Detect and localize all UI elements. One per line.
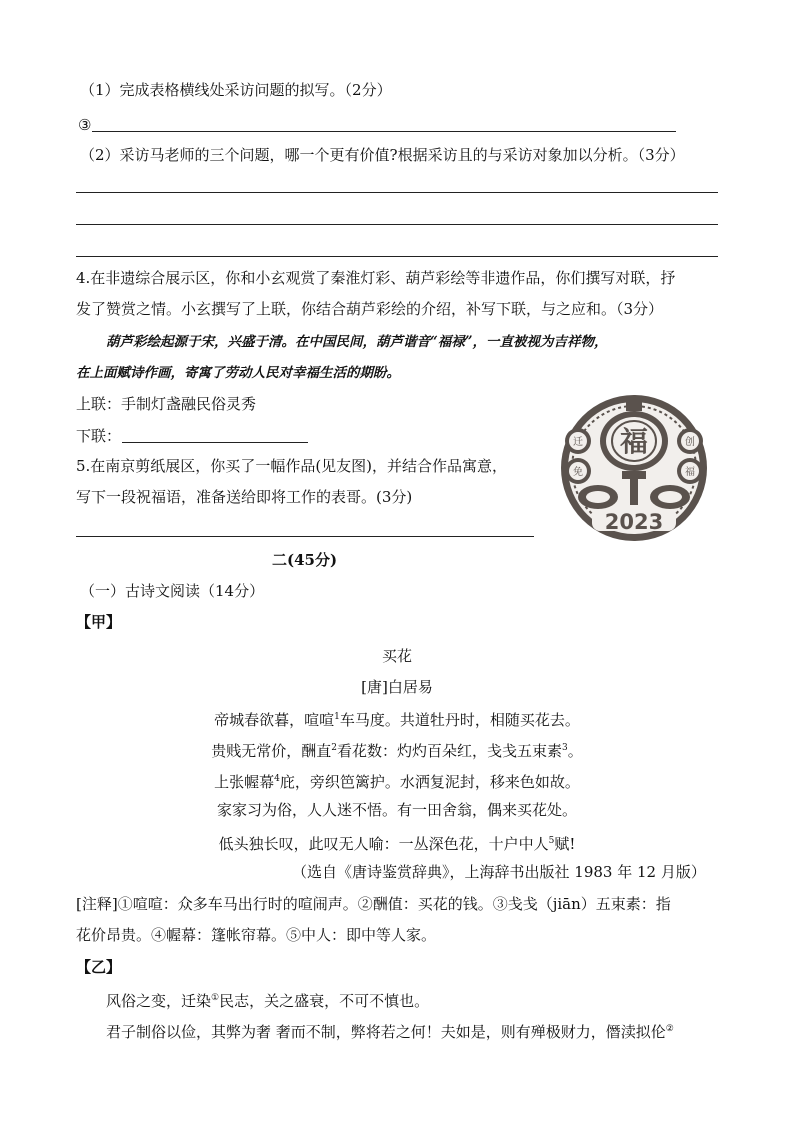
poem-author: [唐]白居易 [361, 678, 433, 696]
q4-lower-answer-line[interactable] [122, 442, 308, 443]
q4-upper-couplet: 上联：手制灯盏融民俗灵秀 [76, 395, 257, 413]
q4-material-2: 在上面赋诗作画，寄寓了劳动人民对幸福生活的期盼。 [76, 365, 400, 381]
q1-answer-line[interactable] [92, 131, 676, 132]
papercut-year: 2023 [604, 510, 664, 534]
poem-note-1: [注释]①喧喧：众多车马出行时的喧闹声。②酬值：买花的钱。③戋戋（jiān）五束素：指 [76, 895, 671, 913]
q4-material-1: 葫芦彩绘起源于宋，兴盛于清。在中国民间，葫芦谐音“福禄”，一直被视为吉祥物， [106, 334, 608, 350]
yi-line-1: 风俗之变，迁染①民志，关之盛衰，不可不慎也。 [106, 992, 430, 1010]
q2-answer-line-3[interactable] [76, 256, 718, 257]
q5-line1: 5.在南京剪纸展区，你买了一幅作品(见友图)，并结合作品寓意， [76, 457, 508, 475]
papercut-center-char: 福 [619, 425, 649, 458]
section2-heading: 二(45分) [272, 551, 338, 569]
poem-line: 上张幄幕$^4$庇，旁织笆篱护。水洒复泥封，移来色如故。 [214, 773, 580, 791]
poem-line: 贵贱无常价，酬直$^2$看花数：灼灼百朵红，戋戋五束素$^3$。 [211, 742, 583, 760]
q5-answer-line[interactable] [76, 536, 534, 537]
q5-line2: 写下一段祝福语，准备送给即将工作的表哥。(3分) [76, 488, 413, 506]
papercut-image [548, 393, 720, 543]
papercut-corner-1: 迁 [573, 437, 583, 448]
papercut-corner-4: 福 [685, 467, 695, 478]
q2-answer-line-1[interactable] [76, 192, 718, 193]
poem-note-2: 花价昂贵。④幄幕：篷帐帘幕。⑤中人：即中等人家。 [76, 926, 437, 944]
q4-lower-label: 下联： [76, 427, 122, 445]
section2-subheading: （一）古诗文阅读（14分） [80, 582, 265, 600]
q4-line2: 发了赞赏之情。小玄撰写了上联，你结合葫芦彩绘的介绍，补写下联，与之应和。（3分） [76, 300, 664, 318]
poem-line: 低头独长叹，此叹无人喻：一丛深色花，十户中人$^5$赋! [218, 835, 576, 853]
q1-blank-label: ③ [78, 116, 92, 134]
poem-line: 家家习为俗，人人迷不悟。有一田舍翁，偶来买花处。 [216, 801, 577, 819]
papercut-corner-2: 创 [685, 437, 695, 448]
q2-text: （2）采访马老师的三个问题，哪一个更有价值?根据采访且的与采访对象加以分析。（3分） [80, 146, 685, 164]
poem-source: （选自《唐诗鉴赏辞典》，上海辞书出版社 1983 年 12 月版） [292, 863, 706, 881]
poem-title: 买花 [381, 647, 412, 665]
jia-label: 【甲】 [76, 613, 122, 631]
q1-text: （1）完成表格横线处采访问题的拟写。（2分） [80, 81, 392, 99]
q4-line1: 4.在非遗综合展示区，你和小玄观赏了秦淮灯彩、葫芦彩绘等非遗作品，你们撰写对联，抒 [76, 269, 676, 287]
poem-line: 帝城春欲暮，喧喧$^1$车马度。共道牡丹时，相随买花去。 [214, 711, 580, 729]
papercut-corner-3: 免 [573, 467, 583, 478]
yi-label: 【乙】 [76, 958, 122, 976]
q2-answer-line-2[interactable] [76, 224, 718, 225]
yi-line-2: 君子制俗以俭，其弊为奢 奢而不制，弊将若之何！夫如是，则有殚极财力，僭渎拟伦② [106, 1023, 674, 1041]
